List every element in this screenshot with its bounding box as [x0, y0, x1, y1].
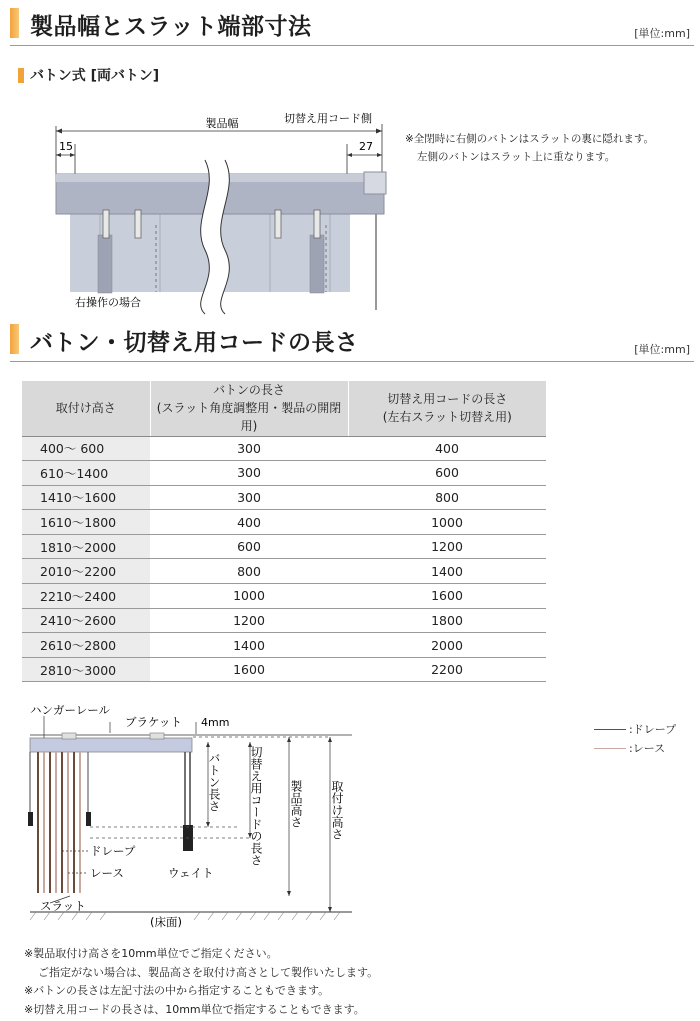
note-line: ※バトンの長さは左記寸法の中から指定することもできます。 — [24, 984, 330, 997]
table-row: 2210～2400 1000 1600 — [22, 584, 546, 609]
section-header-cord-length — [10, 320, 694, 362]
table-row: 2810～3000 1600 2200 — [22, 657, 546, 682]
accent-bar — [10, 8, 19, 38]
table-row: 400～ 600 300 400 — [22, 436, 546, 461]
legend-swatch-lace — [594, 748, 626, 749]
gap-label: 4mm — [201, 716, 230, 729]
accent-bar — [10, 324, 19, 354]
table-header-row — [22, 381, 546, 436]
height-diagram — [0, 700, 420, 935]
bracket-label: ブラケット — [125, 715, 182, 729]
table-row: 2410～2600 1200 1800 — [22, 608, 546, 633]
subheading — [18, 66, 159, 84]
baton-length-label: バトン長さ — [207, 752, 221, 812]
note-line: ご指定がない場合は、製品高さを取付け高さとして製作いたします。 — [38, 965, 379, 979]
product-width-diagram — [0, 100, 400, 315]
legend-swatch-drape — [594, 729, 626, 730]
unit-label: [単位:mm] — [634, 27, 690, 40]
notes-section — [24, 945, 378, 1019]
slat-lines — [38, 752, 80, 893]
note-baton-position — [405, 130, 654, 166]
section-title: 製品幅とスラット端部寸法 — [30, 14, 312, 40]
table-row: 2610～2800 1400 2000 — [22, 633, 546, 658]
section-title: バトン・切替え用コードの長さ — [30, 330, 359, 356]
drape-label: ドレープ — [90, 844, 136, 858]
section-header-product-width — [10, 4, 694, 46]
mount-height-label: 取付け高さ — [330, 780, 344, 840]
cord-length-label: 切替え用コードの長さ — [249, 746, 263, 866]
subheading-text: バトン式 [両バトン] — [30, 68, 160, 84]
note-line: 左側のバトンはスラット上に重なります。 — [417, 151, 616, 163]
table-row: 610～1400 300 600 — [22, 461, 546, 486]
legend-lace: :レース — [594, 739, 676, 758]
right-dimension: 27 — [359, 140, 373, 153]
header-cord-length: 切替え用コードの長さ (左右スラット切替え用) — [348, 381, 546, 436]
header-baton-length: バトンの長さ (スラット角度調整用・製品の開閉用) — [150, 381, 348, 436]
note-line: ※切替え用コードの長さは、10mm単位で指定することもできます。 — [24, 1002, 365, 1016]
legend-drape: :ドレープ — [594, 720, 676, 739]
subheading-marker — [18, 68, 24, 83]
table-row: 1410～1600 300 800 — [22, 485, 546, 510]
left-dimension: 15 — [59, 140, 73, 153]
product-height-label: 製品高さ — [289, 780, 303, 828]
table-row: 1810～2000 600 1200 — [22, 534, 546, 559]
length-table — [22, 381, 546, 682]
header-mount-height: 取付け高さ — [22, 381, 150, 436]
table-row: 2010～2200 800 1400 — [22, 559, 546, 584]
slat-label: スラット — [40, 899, 86, 913]
operation-label: 右操作の場合 — [75, 296, 141, 309]
floor-label: (床面) — [150, 915, 182, 929]
legend — [594, 720, 676, 758]
weight-label: ウェイト — [168, 866, 214, 880]
width-label: 製品幅 — [205, 117, 239, 130]
note-line: ※全閉時に右側のバトンはスラットの裏に隠れます。 — [405, 133, 655, 145]
hanger-rail-label: ハンガーレール — [30, 703, 111, 717]
lace-label: レース — [90, 866, 124, 880]
table-row: 1610～1800 400 1000 — [22, 510, 546, 535]
unit-label: [単位:mm] — [634, 343, 690, 356]
note-line: ※製品取付け高さを10mm単位でご指定ください。 — [24, 947, 278, 960]
cord-side-label: 切替え用コード側 — [284, 112, 372, 125]
